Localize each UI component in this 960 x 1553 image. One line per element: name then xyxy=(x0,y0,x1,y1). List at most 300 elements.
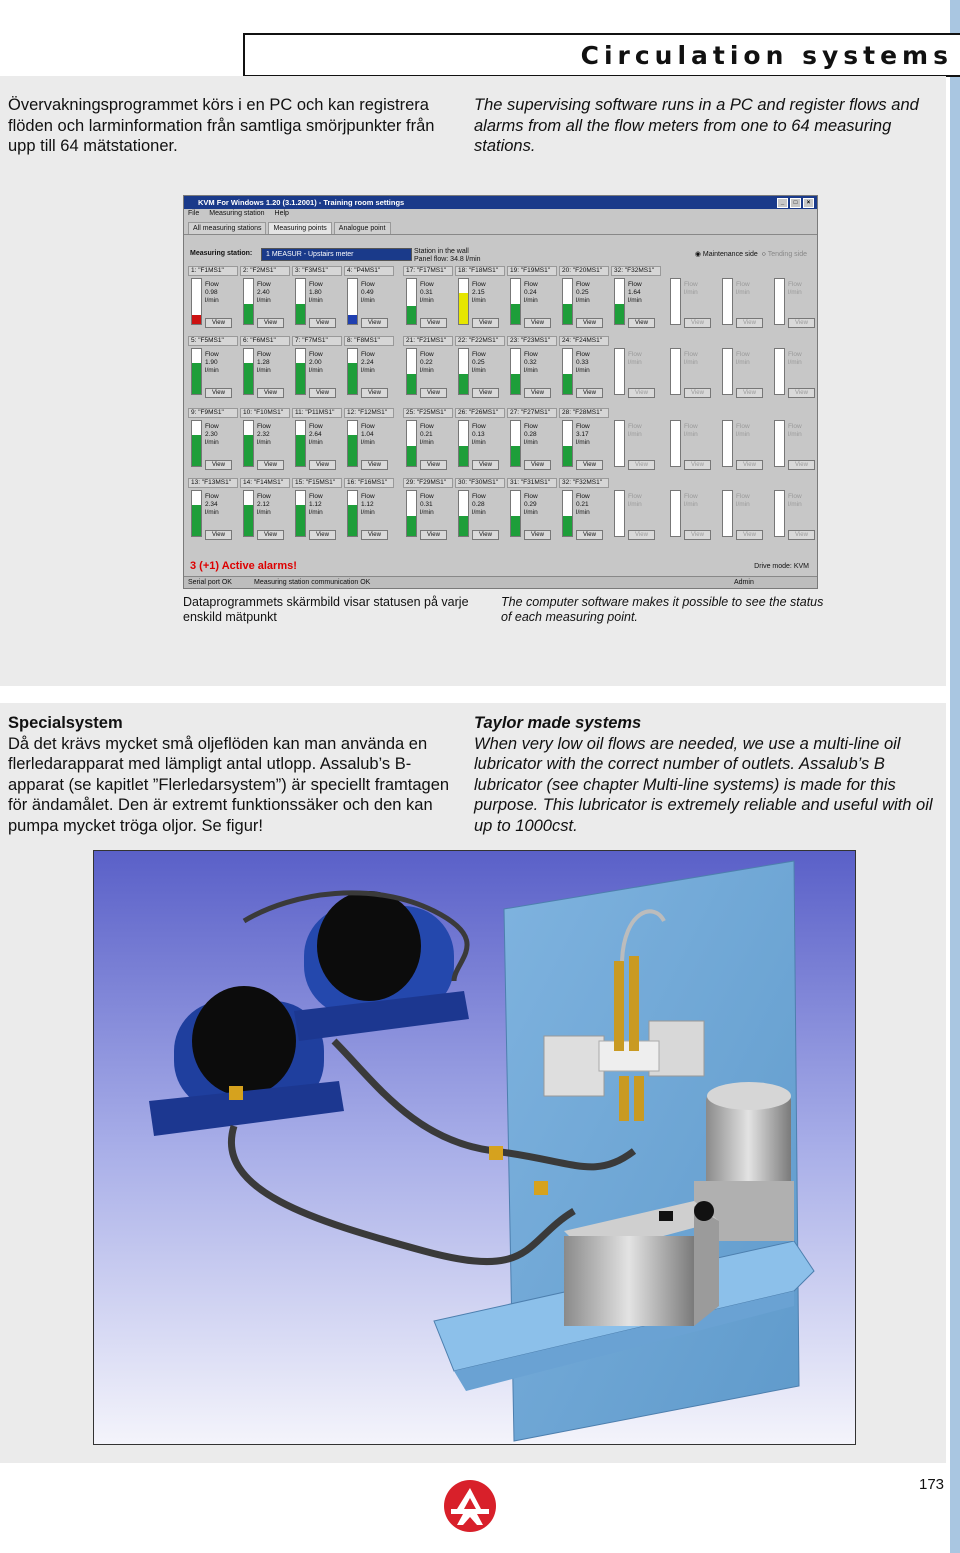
flow-unit: l/min xyxy=(257,509,271,516)
view-button: View xyxy=(309,388,336,398)
flow-unit: l/min xyxy=(684,289,698,296)
channel-tile xyxy=(188,266,236,330)
flow-readout xyxy=(472,281,486,305)
flow-unit: l/min xyxy=(628,431,642,438)
flow-readout xyxy=(628,351,642,367)
view-button: View xyxy=(628,530,655,540)
flow-value: 0.25 xyxy=(576,289,589,296)
channel-tile xyxy=(507,266,555,330)
channel-tile xyxy=(559,478,607,542)
view-button: View xyxy=(205,318,232,328)
flow-gauge-fill xyxy=(244,304,253,324)
flow-label: Flow xyxy=(257,281,271,288)
flow-gauge-fill xyxy=(459,446,468,466)
flow-readout xyxy=(205,423,219,447)
window-controls xyxy=(777,198,814,208)
flow-gauge xyxy=(295,420,306,467)
channel-tile xyxy=(559,336,607,400)
flow-unit: l/min xyxy=(257,367,271,374)
maximize-icon: □ xyxy=(790,198,801,208)
channel-tile xyxy=(719,408,767,472)
flow-label: Flow xyxy=(788,423,802,430)
view-button: View xyxy=(257,530,284,540)
flow-unit: l/min xyxy=(524,367,538,374)
flow-gauge xyxy=(774,420,785,467)
flow-value: 0.28 xyxy=(524,431,537,438)
menu-measuring-station: Measuring station xyxy=(209,210,265,217)
view-button: View xyxy=(684,460,711,470)
flow-value: 2.00 xyxy=(309,359,322,366)
flow-gauge-fill xyxy=(511,446,520,466)
menu-bar xyxy=(184,209,817,219)
page-number: 173 xyxy=(919,1476,945,1493)
channel-tile xyxy=(455,408,503,472)
flow-value: 2.15 xyxy=(472,289,485,296)
flow-value: 1.28 xyxy=(257,359,270,366)
flow-readout xyxy=(788,493,802,509)
channel-tile xyxy=(771,478,818,542)
flow-unit: l/min xyxy=(524,439,538,446)
flow-label: Flow xyxy=(205,281,219,288)
channel-tile xyxy=(403,408,451,472)
radio-maintenance: Maintenance side xyxy=(702,251,758,258)
channel-tile xyxy=(188,478,236,542)
channel-tile xyxy=(771,266,818,330)
flow-unit: l/min xyxy=(788,359,802,366)
flow-gauge-fill xyxy=(563,446,572,466)
flow-gauge xyxy=(510,348,521,395)
channel-name: 29: "F29MS1" xyxy=(403,478,453,488)
flow-readout xyxy=(628,423,642,439)
flow-unit: l/min xyxy=(309,297,323,304)
flow-gauge xyxy=(191,490,202,537)
flow-gauge-fill xyxy=(459,374,468,394)
flow-gauge xyxy=(614,490,625,537)
flow-gauge xyxy=(458,420,469,467)
flow-readout xyxy=(684,281,698,297)
flow-label: Flow xyxy=(628,493,642,500)
flow-readout xyxy=(472,493,486,517)
tab-bar xyxy=(184,222,817,235)
flow-unit: l/min xyxy=(205,297,219,304)
channel-name: 21: "F21MS1" xyxy=(403,336,453,346)
flow-label: Flow xyxy=(257,351,271,358)
channel-name: 15: "F15MS1" xyxy=(292,478,342,488)
flow-unit: l/min xyxy=(361,439,375,446)
right-edge-bar xyxy=(950,0,960,1553)
radio-tending: Tending side xyxy=(767,251,807,258)
flow-gauge-fill xyxy=(615,304,624,324)
flow-value: 2.12 xyxy=(257,501,270,508)
flow-label: Flow xyxy=(684,351,698,358)
flow-label: Flow xyxy=(788,281,802,288)
flow-value: 2.24 xyxy=(361,359,374,366)
channel-tile xyxy=(455,266,503,330)
flow-readout xyxy=(205,351,219,375)
flow-label: Flow xyxy=(576,281,590,288)
flow-label: Flow xyxy=(205,423,219,430)
flow-gauge-fill xyxy=(192,315,201,324)
flow-gauge xyxy=(458,348,469,395)
flow-unit: l/min xyxy=(788,431,802,438)
status-user: Admin xyxy=(734,579,754,586)
view-button: View xyxy=(576,388,603,398)
flow-label: Flow xyxy=(309,281,323,288)
view-button: View xyxy=(420,530,447,540)
flow-readout xyxy=(257,281,271,305)
flow-gauge xyxy=(347,420,358,467)
flow-gauge xyxy=(406,348,417,395)
flow-label: Flow xyxy=(420,281,434,288)
flow-unit: l/min xyxy=(628,297,642,304)
flow-readout xyxy=(361,423,375,447)
flow-label: Flow xyxy=(684,281,698,288)
flow-gauge xyxy=(406,490,417,537)
flow-value: 2.40 xyxy=(257,289,270,296)
flow-unit: l/min xyxy=(524,509,538,516)
view-button: View xyxy=(684,318,711,328)
flow-readout xyxy=(684,351,698,367)
flow-gauge-fill xyxy=(511,374,520,394)
flow-unit: l/min xyxy=(628,359,642,366)
flow-gauge xyxy=(295,278,306,325)
channel-tile xyxy=(667,266,715,330)
view-button: View xyxy=(576,530,603,540)
special-sv xyxy=(8,713,453,836)
channel-name: 5: "F5MS1" xyxy=(188,336,238,346)
flow-readout xyxy=(524,493,538,517)
flow-gauge-fill xyxy=(407,306,416,324)
flow-gauge xyxy=(614,420,625,467)
special-en-body: When very low oil flows are needed, we use a multi-line oil lubricator with the correct number of outlets. Assalub’s B lubricator (see chapter Multi-line systems) is made for this purpose. This lubricator is extremely reliable and useful with oil up to 1000cst. xyxy=(474,734,933,835)
flow-label: Flow xyxy=(309,423,323,430)
view-button: View xyxy=(684,530,711,540)
flow-label: Flow xyxy=(576,423,590,430)
channel-name: 7: "F7MS1" xyxy=(292,336,342,346)
flow-unit: l/min xyxy=(309,367,323,374)
channel-tile xyxy=(611,478,659,542)
station-select: 1 MEASUR - Upstairs meter xyxy=(261,248,412,261)
channel-name: 30: "F30MS1" xyxy=(455,478,505,488)
flow-value: 0.22 xyxy=(420,359,433,366)
station-info xyxy=(414,248,481,264)
view-button: View xyxy=(205,530,232,540)
assalub-logo-icon xyxy=(443,1479,497,1533)
flow-value: 0.31 xyxy=(420,501,433,508)
minimize-icon: _ xyxy=(777,198,788,208)
flow-unit: l/min xyxy=(205,367,219,374)
flow-readout xyxy=(788,281,802,297)
flow-gauge xyxy=(347,490,358,537)
flow-unit: l/min xyxy=(309,509,323,516)
drive-mode: Drive mode: KVM xyxy=(754,563,809,570)
flow-unit: l/min xyxy=(205,509,219,516)
flow-gauge-fill xyxy=(511,304,520,324)
flow-label: Flow xyxy=(205,351,219,358)
flow-value: 0.21 xyxy=(420,431,433,438)
flow-value: 2.64 xyxy=(309,431,322,438)
flow-gauge-fill xyxy=(563,304,572,324)
channel-tile xyxy=(188,336,236,400)
window-titlebar xyxy=(184,196,817,209)
flow-unit: l/min xyxy=(576,509,590,516)
flow-value: 0.28 xyxy=(472,501,485,508)
channel-tile xyxy=(188,408,236,472)
flow-unit: l/min xyxy=(420,367,434,374)
channel-tile xyxy=(667,478,715,542)
view-button: View xyxy=(472,530,499,540)
flow-unit: l/min xyxy=(736,359,750,366)
view-button: View xyxy=(684,388,711,398)
station-label: Measuring station: xyxy=(190,250,253,257)
channel-tile xyxy=(344,336,392,400)
flow-gauge-fill xyxy=(296,435,305,466)
flow-value: 0.32 xyxy=(524,359,537,366)
channel-name: 16: "F16MS1" xyxy=(344,478,394,488)
view-button: View xyxy=(628,388,655,398)
flow-unit: l/min xyxy=(684,359,698,366)
channel-name: 32: "F32MS1" xyxy=(611,266,661,276)
flow-readout xyxy=(309,493,323,517)
flow-unit: l/min xyxy=(361,367,375,374)
flow-value: 1.12 xyxy=(309,501,322,508)
channel-tile xyxy=(292,266,340,330)
flow-label: Flow xyxy=(361,351,375,358)
flow-unit: l/min xyxy=(257,297,271,304)
channel-name: 19: "F19MS1" xyxy=(507,266,557,276)
view-button: View xyxy=(472,318,499,328)
flow-unit: l/min xyxy=(205,439,219,446)
flow-value: 1.64 xyxy=(628,289,641,296)
flow-gauge-fill xyxy=(192,363,201,394)
flow-gauge-fill xyxy=(348,505,357,536)
channel-name: 8: "F8MS1" xyxy=(344,336,394,346)
channel-name: 23: "F23MS1" xyxy=(507,336,557,346)
flow-gauge xyxy=(722,420,733,467)
flow-readout xyxy=(736,281,750,297)
flow-readout xyxy=(576,423,590,447)
flow-gauge-fill xyxy=(244,435,253,466)
flow-readout xyxy=(628,493,642,509)
flow-gauge xyxy=(510,420,521,467)
view-button: View xyxy=(628,318,655,328)
flow-gauge-fill xyxy=(407,446,416,466)
flow-label: Flow xyxy=(788,493,802,500)
flow-unit: l/min xyxy=(472,509,486,516)
flow-readout xyxy=(309,423,323,447)
close-icon: × xyxy=(803,198,814,208)
channel-name: 20: "F20MS1" xyxy=(559,266,609,276)
flow-label: Flow xyxy=(472,281,486,288)
flow-readout xyxy=(736,423,750,439)
flow-gauge xyxy=(562,348,573,395)
caption-en: The computer software makes it possible to see the status of each measuring point. xyxy=(501,595,824,624)
flow-value: 2.34 xyxy=(205,501,218,508)
flow-gauge-fill xyxy=(407,516,416,536)
flow-value: 1.80 xyxy=(309,289,322,296)
flow-readout xyxy=(576,351,590,375)
flow-label: Flow xyxy=(736,423,750,430)
flow-readout xyxy=(420,423,434,447)
channel-name: 4: "P4MS1" xyxy=(344,266,394,276)
channel-name: 6: "F6MS1" xyxy=(240,336,290,346)
flow-unit: l/min xyxy=(788,289,802,296)
channel-tile xyxy=(611,408,659,472)
channel-name: 26: "F26MS1" xyxy=(455,408,505,418)
alarm-text: 3 (+1) Active alarms! xyxy=(190,560,297,572)
flow-gauge xyxy=(562,490,573,537)
flow-readout xyxy=(472,351,486,375)
header-box xyxy=(243,33,960,77)
flow-gauge xyxy=(722,348,733,395)
flow-readout xyxy=(576,281,590,305)
view-button: View xyxy=(361,318,388,328)
flow-gauge xyxy=(562,278,573,325)
flow-label: Flow xyxy=(628,281,642,288)
flow-readout xyxy=(524,423,538,447)
view-button: View xyxy=(257,388,284,398)
lubrication-system-figure xyxy=(93,850,856,1445)
station-row xyxy=(188,248,813,262)
view-button: View xyxy=(205,460,232,470)
channel-tile xyxy=(719,336,767,400)
view-button: View xyxy=(361,460,388,470)
channel-tile xyxy=(507,336,555,400)
flow-label: Flow xyxy=(576,351,590,358)
intro-en: The supervising software runs in a PC and register flows and alarms from all the flow meters from one to 64 measuring stations. xyxy=(474,96,919,155)
channel-tile xyxy=(344,266,392,330)
flow-value: 0.31 xyxy=(420,289,433,296)
flow-value: 1.90 xyxy=(205,359,218,366)
flow-gauge-fill xyxy=(563,374,572,394)
flow-readout xyxy=(361,493,375,517)
flow-label: Flow xyxy=(736,281,750,288)
channel-tile xyxy=(344,408,392,472)
flow-gauge-fill xyxy=(192,435,201,466)
view-button: View xyxy=(788,318,815,328)
flow-gauge-fill xyxy=(192,505,201,536)
channel-tile xyxy=(771,408,818,472)
channel-tile xyxy=(240,478,288,542)
channel-tile xyxy=(455,478,503,542)
flow-unit: l/min xyxy=(576,367,590,374)
flow-label: Flow xyxy=(205,493,219,500)
channel-name: 24: "F24MS1" xyxy=(559,336,609,346)
flow-label: Flow xyxy=(736,493,750,500)
menu-help: Help xyxy=(274,210,289,217)
flow-value: 2.32 xyxy=(257,431,270,438)
status-serial: Serial port OK xyxy=(188,579,232,586)
view-button: View xyxy=(420,318,447,328)
flow-label: Flow xyxy=(684,493,698,500)
flow-gauge xyxy=(670,490,681,537)
flow-gauge xyxy=(406,278,417,325)
view-button: View xyxy=(788,388,815,398)
flow-readout xyxy=(684,423,698,439)
view-button: View xyxy=(628,460,655,470)
flow-label: Flow xyxy=(420,493,434,500)
flow-label: Flow xyxy=(472,351,486,358)
channel-name: 10: "F10MS1" xyxy=(240,408,290,418)
lubrication-system-illustration xyxy=(94,851,855,1444)
flow-gauge-fill xyxy=(244,505,253,536)
flow-unit: l/min xyxy=(524,297,538,304)
channel-name: 3: "F3MS1" xyxy=(292,266,342,276)
channel-tile xyxy=(455,336,503,400)
view-button: View xyxy=(788,460,815,470)
flow-unit: l/min xyxy=(628,501,642,508)
flow-unit: l/min xyxy=(472,297,486,304)
flow-value: 0.21 xyxy=(576,501,589,508)
flow-gauge-fill xyxy=(563,516,572,536)
view-button: View xyxy=(420,388,447,398)
channel-tile xyxy=(667,336,715,400)
channel-tile xyxy=(611,336,659,400)
view-button: View xyxy=(524,388,551,398)
flow-value: 1.04 xyxy=(361,431,374,438)
channel-tile xyxy=(292,478,340,542)
flow-unit: l/min xyxy=(420,297,434,304)
special-sv-body: Då det krävs mycket små oljeflöden kan man använda en flerledarapparat med lämpligt antal utlopp. Assalub’s B-apparat (se kapitlet ”Flerledarsystem”) är speciellt framtagen för ändamålet. Den är extremt funktionssäker och den kan pumpa mycket tröga oljor. Se figur! xyxy=(8,734,450,835)
flow-gauge xyxy=(458,490,469,537)
flow-label: Flow xyxy=(309,493,323,500)
flow-gauge xyxy=(670,420,681,467)
flow-readout xyxy=(257,423,271,447)
special-en-heading: Taylor made systems xyxy=(474,714,642,732)
flow-label: Flow xyxy=(361,423,375,430)
channel-name: 13: "F13MS1" xyxy=(188,478,238,488)
view-button: View xyxy=(524,460,551,470)
flow-unit: l/min xyxy=(736,501,750,508)
view-button: View xyxy=(736,318,763,328)
special-en xyxy=(474,713,934,836)
flow-gauge xyxy=(243,278,254,325)
flow-unit: l/min xyxy=(472,439,486,446)
flow-label: Flow xyxy=(420,423,434,430)
flow-label: Flow xyxy=(524,281,538,288)
flow-readout xyxy=(257,493,271,517)
menu-file: File xyxy=(188,210,200,217)
caption-sv: Dataprogrammets skärmbild visar statusen på varje enskild mätpunkt xyxy=(183,595,469,624)
flow-gauge xyxy=(191,420,202,467)
channel-name: 25: "F25MS1" xyxy=(403,408,453,418)
flow-value: 0.33 xyxy=(576,359,589,366)
flow-gauge xyxy=(774,278,785,325)
channel-name: 18: "F18MS1" xyxy=(455,266,505,276)
flow-readout xyxy=(736,351,750,367)
flow-gauge xyxy=(347,278,358,325)
flow-value: 0.24 xyxy=(524,289,537,296)
flow-unit: l/min xyxy=(420,509,434,516)
flow-value: 0.98 xyxy=(205,289,218,296)
flow-readout xyxy=(361,281,375,305)
channel-tile xyxy=(344,478,392,542)
flow-value: 0.25 xyxy=(472,359,485,366)
tab-measuring-points: Measuring points xyxy=(268,222,331,234)
view-button: View xyxy=(257,460,284,470)
flow-readout xyxy=(524,281,538,305)
flow-gauge-fill xyxy=(511,516,520,536)
flow-gauge-fill xyxy=(348,435,357,466)
flow-label: Flow xyxy=(472,493,486,500)
panel-flow: Panel flow: 34.8 l/min xyxy=(414,256,481,263)
flow-gauge xyxy=(191,278,202,325)
view-button: View xyxy=(576,460,603,470)
flow-label: Flow xyxy=(420,351,434,358)
flow-gauge xyxy=(458,278,469,325)
flow-label: Flow xyxy=(684,423,698,430)
flow-readout xyxy=(309,351,323,375)
